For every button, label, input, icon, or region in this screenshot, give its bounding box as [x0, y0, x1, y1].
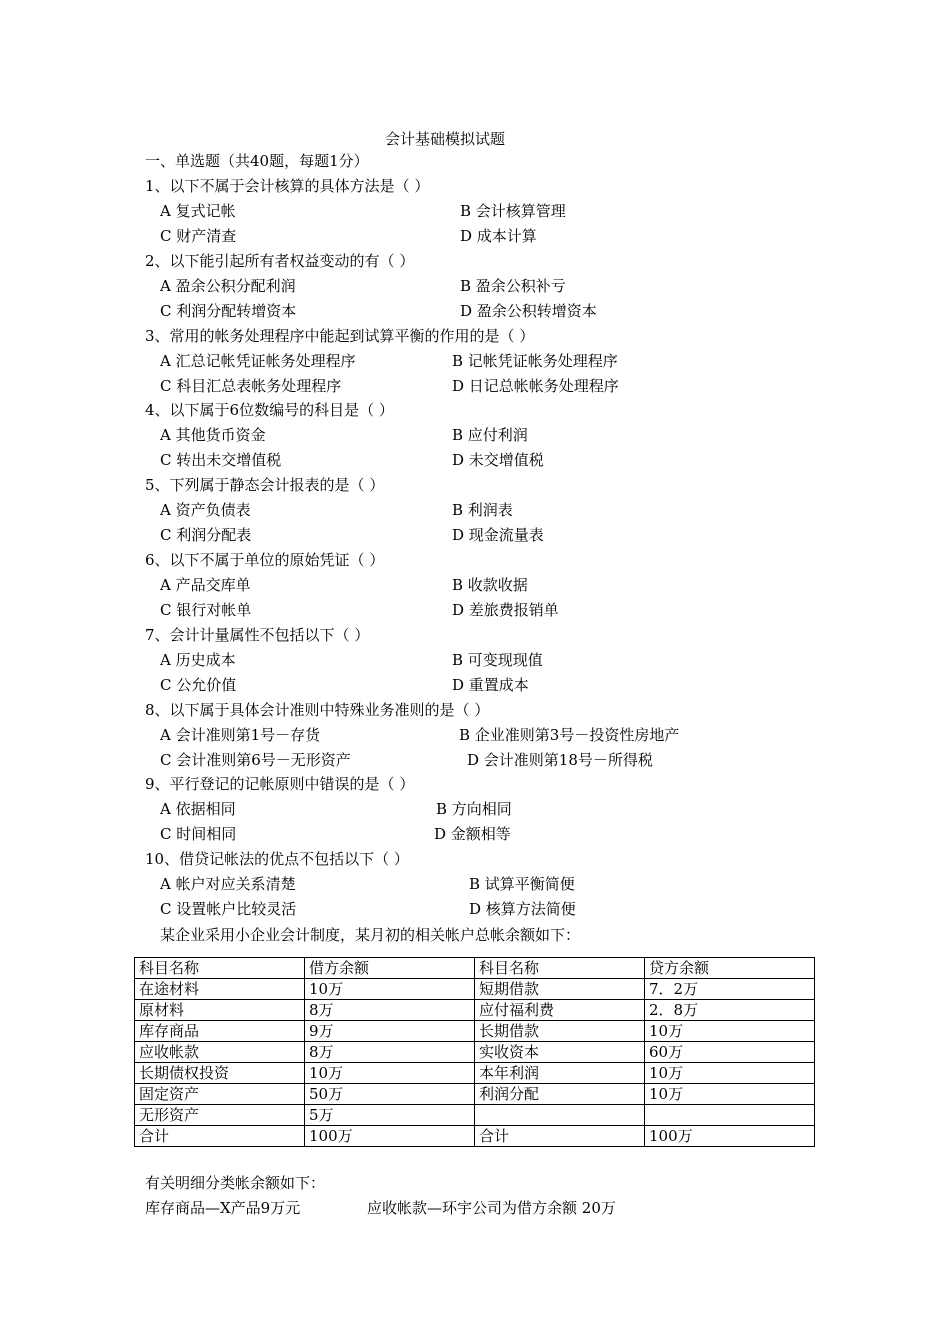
table-cell: 短期借款 — [475, 979, 645, 1000]
question-text: 9、平行登记的记帐原则中错误的是（ ） — [145, 775, 415, 793]
detail-heading: 有关明细分类帐余额如下： — [145, 1174, 326, 1192]
option-c: C 公允价值 — [160, 676, 237, 694]
table-cell: 原材料 — [135, 1000, 305, 1021]
table-row — [135, 979, 815, 1000]
table-cell: 实收资本 — [475, 1042, 645, 1063]
table-cell: 8万 — [305, 1042, 475, 1063]
table-row — [135, 1042, 815, 1063]
question-text: 4、以下属于6位数编号的科目是（ ） — [145, 401, 394, 419]
option-b: B 会计核算管理 — [460, 202, 566, 220]
table-cell: 利润分配 — [475, 1084, 645, 1105]
table-cell: 9万 — [305, 1021, 475, 1042]
table-cell: 7．2万 — [645, 979, 815, 1000]
question-item — [0, 550, 950, 625]
option-c: C 时间相同 — [160, 825, 237, 843]
question-text: 2、以下能引起所有者权益变动的有（ ） — [145, 252, 415, 270]
table-cell: 10万 — [645, 1021, 815, 1042]
question-item — [0, 700, 950, 775]
option-a: A 帐户对应关系清楚 — [160, 875, 296, 893]
option-c: C 财产清查 — [160, 227, 237, 245]
table-cell: 应付福利费 — [475, 1000, 645, 1021]
table-cell: 合计 — [135, 1126, 305, 1147]
option-d: D 会计准则第18号－所得税 — [467, 751, 653, 769]
table-cell: 60万 — [645, 1042, 815, 1063]
table-row — [135, 1063, 815, 1084]
option-b: B 记帐凭证帐务处理程序 — [452, 352, 618, 370]
table-header-cell: 科目名称 — [135, 958, 305, 979]
option-a: A 历史成本 — [160, 651, 236, 669]
question-item — [0, 400, 950, 475]
option-b: B 试算平衡简便 — [469, 875, 575, 893]
table-cell: 长期借款 — [475, 1021, 645, 1042]
table-row — [135, 1000, 815, 1021]
question-text: 5、下列属于静态会计报表的是（ ） — [145, 476, 385, 494]
option-a: A 资产负债表 — [160, 501, 251, 519]
question-text: 8、以下属于具体会计准则中特殊业务准则的是（ ） — [145, 701, 490, 719]
table-cell: 合计 — [475, 1126, 645, 1147]
page-title: 会计基础模拟试题 — [384, 130, 505, 148]
option-a: A 复式记帐 — [160, 202, 236, 220]
option-c: C 利润分配转增资本 — [160, 302, 297, 320]
option-b: B 方向相同 — [436, 800, 512, 818]
table-cell: 无形资产 — [135, 1105, 305, 1126]
table-cell — [475, 1105, 645, 1126]
table-cell: 10万 — [305, 979, 475, 1000]
table-cell: 2．8万 — [645, 1000, 815, 1021]
option-b: B 盈余公积补亏 — [460, 277, 566, 295]
option-d: D 金额相等 — [434, 825, 511, 843]
option-d: D 盈余公积转增资本 — [460, 302, 597, 320]
option-c: C 设置帐户比较灵活 — [160, 900, 297, 918]
option-b: B 利润表 — [452, 501, 513, 519]
question-item — [0, 176, 950, 251]
table-cell: 长期债权投资 — [135, 1063, 305, 1084]
table-row — [135, 1105, 815, 1126]
table-cell: 本年利润 — [475, 1063, 645, 1084]
table-row — [135, 1126, 815, 1147]
option-b: B 收款收据 — [452, 576, 528, 594]
option-d: D 差旅费报销单 — [452, 601, 559, 619]
table-cell: 10万 — [305, 1063, 475, 1084]
option-a: A 依据相同 — [160, 800, 236, 818]
option-c: C 转出未交增值税 — [160, 451, 282, 469]
option-c: C 利润分配表 — [160, 526, 252, 544]
question-item — [0, 475, 950, 550]
question-item — [0, 326, 950, 401]
table-cell — [645, 1105, 815, 1126]
question-item — [0, 625, 950, 700]
question-item — [0, 251, 950, 326]
table-header-cell: 贷方余额 — [645, 958, 815, 979]
option-d: D 成本计算 — [460, 227, 537, 245]
question-text: 6、以下不属于单位的原始凭证（ ） — [145, 551, 385, 569]
option-d: D 核算方法简便 — [469, 900, 576, 918]
table-cell: 5万 — [305, 1105, 475, 1126]
table-header-cell: 借方余额 — [305, 958, 475, 979]
question-text: 3、常用的帐务处理程序中能起到试算平衡的作用的是（ ） — [145, 327, 535, 345]
option-a: A 会计准则第1号－存货 — [160, 726, 321, 744]
option-d: D 未交增值税 — [452, 451, 544, 469]
option-a: A 汇总记帐凭证帐务处理程序 — [160, 352, 356, 370]
table-intro: 某企业采用小企业会计制度，某月初的相关帐户总帐余额如下： — [160, 926, 581, 944]
detail-item: 库存商品—X产品9万元 — [145, 1199, 301, 1217]
option-a: A 产品交库单 — [160, 576, 251, 594]
option-b: B 可变现现值 — [452, 651, 543, 669]
option-d: D 现金流量表 — [452, 526, 544, 544]
option-d: D 日记总帐帐务处理程序 — [452, 377, 619, 395]
balance-table — [134, 957, 815, 1147]
table-header-row — [135, 958, 815, 979]
table-cell: 库存商品 — [135, 1021, 305, 1042]
section-heading: 一、单选题（共40题，每题1分） — [145, 152, 369, 170]
table-row — [135, 1084, 815, 1105]
table-cell: 100万 — [305, 1126, 475, 1147]
table-cell: 10万 — [645, 1084, 815, 1105]
table-cell: 100万 — [645, 1126, 815, 1147]
option-c: C 银行对帐单 — [160, 601, 252, 619]
option-c: C 会计准则第6号－无形资产 — [160, 751, 351, 769]
table-cell: 在途材料 — [135, 979, 305, 1000]
option-a: A 其他货币资金 — [160, 426, 266, 444]
question-text: 1、以下不属于会计核算的具体方法是（ ） — [145, 177, 430, 195]
table-row — [135, 1021, 815, 1042]
option-b: B 应付利润 — [452, 426, 528, 444]
table-cell: 8万 — [305, 1000, 475, 1021]
question-item — [0, 849, 950, 924]
table-cell: 50万 — [305, 1084, 475, 1105]
option-b: B 企业准则第3号－投资性房地产 — [459, 726, 680, 744]
table-cell: 固定资产 — [135, 1084, 305, 1105]
question-item — [0, 774, 950, 849]
table-header-cell: 科目名称 — [475, 958, 645, 979]
option-a: A 盈余公积分配利润 — [160, 277, 296, 295]
option-c: C 科目汇总表帐务处理程序 — [160, 377, 342, 395]
option-d: D 重置成本 — [452, 676, 529, 694]
table-cell: 10万 — [645, 1063, 815, 1084]
question-text: 7、会计计量属性不包括以下（ ） — [145, 626, 370, 644]
table-cell: 应收帐款 — [135, 1042, 305, 1063]
question-text: 10、借贷记帐法的优点不包括以下（ ） — [145, 850, 409, 868]
detail-item: 应收帐款—环宇公司为借方余额 20万 — [367, 1199, 616, 1217]
